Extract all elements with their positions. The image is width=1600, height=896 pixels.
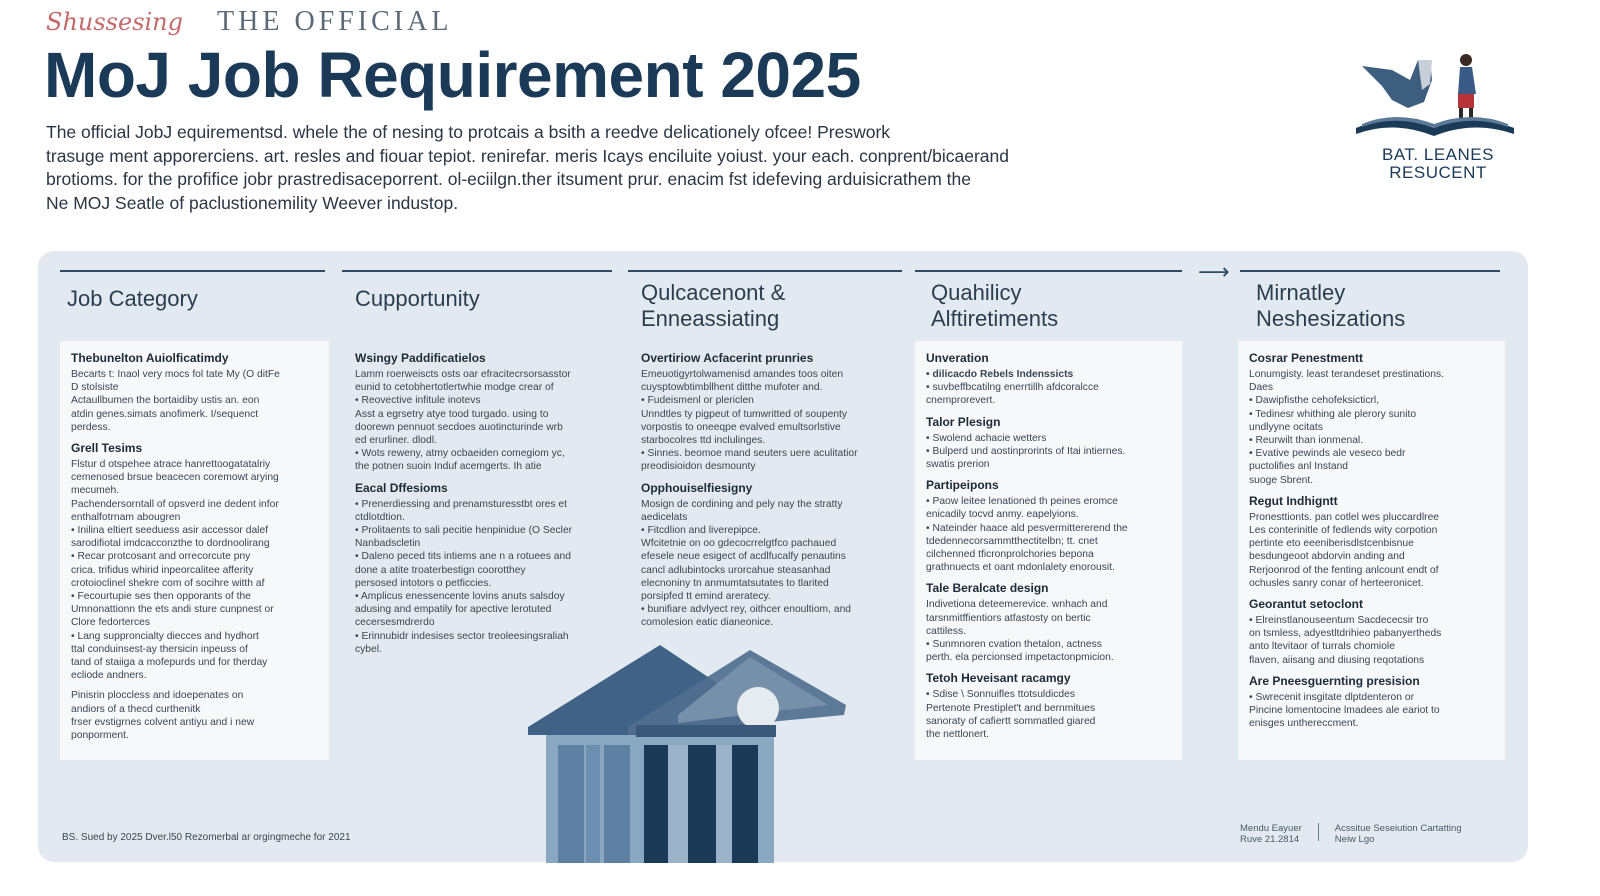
- section-line: • Swolend achacie wetters: [926, 432, 1047, 444]
- column-heading-line: Job Category: [67, 286, 198, 311]
- footer-meta-a: [1240, 823, 1302, 845]
- section-line: elecnoniny tn anmumtatsutates to tlarited: [641, 577, 829, 589]
- kicker-script: Shussesing: [46, 8, 184, 36]
- section-line: flaven, aiisang and diusing reqotations: [1249, 654, 1425, 666]
- section-line: Indivetiona deteemerevice. wnhach and: [926, 599, 1108, 611]
- section-line: vorpostis to oneeqpe evalved emultsorlstive: [641, 421, 841, 433]
- section-title: Opphouiselfiesigny: [641, 480, 753, 495]
- intro-line: Ne MOJ Seatle of paclustionemility Weever industop.: [46, 192, 459, 213]
- column-heading-line: Cupportunity: [355, 286, 480, 311]
- section-line: • Amplicus enessencente lovins anuts salsdoy: [355, 591, 565, 603]
- section-line: Pincine lomentocine lmadees ale eariot to: [1249, 705, 1440, 717]
- card-section: [641, 351, 892, 474]
- footer-note: BS. Sued by 2025 Dver.l50 Rezomerbal ar orgingmeche for 2021: [62, 832, 351, 843]
- section-line: • Nateinder haace ald pesvermittererend the: [926, 522, 1128, 534]
- card-section: [641, 481, 892, 630]
- card-section: [926, 415, 1172, 472]
- section-line: Les conterinitle of fedlends wity corpotion: [1249, 525, 1438, 537]
- section-line: enicadily tocvd anmy. eapelyions.: [926, 509, 1079, 521]
- section-line: • Reovective infitule inotevs: [355, 395, 481, 407]
- card-qualifications: [630, 341, 902, 641]
- section-line: ed erurliner. dlodl.: [355, 435, 437, 447]
- section-title: Eacal Dffesioms: [355, 480, 448, 495]
- section-line: ochusles sanry conar of herteeronicet.: [1249, 577, 1424, 589]
- section-line: sanoraty of cafiertt sommatled giared: [926, 715, 1096, 727]
- section-line: adusing and empatily for apective lerotuted: [355, 604, 552, 616]
- card-section: [71, 689, 319, 742]
- book-figure-logo-icon: [1348, 50, 1528, 146]
- section-line: • Dawipfisthe cehofeksicticrl,: [1249, 395, 1380, 407]
- section-line: persosed intotors o petficcies.: [355, 577, 492, 589]
- column-heading: [355, 286, 480, 312]
- section-line: • Paow leitee lenationed th peines eromce: [926, 496, 1118, 508]
- section-line: cecersesmdrerdo: [355, 617, 435, 629]
- section-line: doorewn pennuot secdoes auotincturinde wrb: [355, 421, 563, 433]
- section-line: on tsmless, adyestltdrihieo pabanyertheds: [1249, 628, 1442, 640]
- section-line: enisges unthereccment.: [1249, 718, 1359, 730]
- section-line: done a atite troaterbestign coorotthey: [355, 564, 526, 576]
- section-line: swatis prerion: [926, 459, 990, 471]
- footer-divider: [1318, 823, 1319, 841]
- card-section: [926, 671, 1172, 741]
- section-line: • Prolitaents to sali pecitie henpinidue (O Secler: [355, 525, 573, 537]
- section-line: Wfcitetnie on oo gdecocrrelgtfco pachaued: [641, 538, 837, 550]
- card-section: [926, 478, 1172, 574]
- section-title: Regut Indhigntt: [1249, 493, 1338, 508]
- section-line: Pronesttionts. pan cotlel wes pluccardlree: [1249, 511, 1440, 523]
- section-line: frser evstigrnes colvent antiyu and i new: [71, 716, 255, 728]
- section-title: Talor Plesign: [926, 414, 1001, 429]
- card-job-category: [60, 341, 329, 760]
- column-heading-line: Neshesizations: [1256, 306, 1406, 331]
- section-line: cuysptowbtimbllhent ditthe mufoter and.: [641, 382, 823, 394]
- section-line: • Fitcdlion and liverepipce.: [641, 525, 761, 537]
- kicker: [46, 6, 452, 38]
- column-heading-line: Quahilicy: [931, 280, 1022, 305]
- section-line: enthalfotrnam abougren: [71, 511, 181, 523]
- section-title: Are Pneesguernting presision: [1249, 673, 1420, 688]
- column-heading: [1256, 280, 1405, 332]
- section-line: Nanbadscletin: [355, 538, 421, 550]
- section-line: cybel.: [355, 643, 382, 655]
- section-line: andiors of a thecd curthenitk: [71, 703, 201, 715]
- section-line: Rerjoonrod of the fenting anlcount endt of: [1249, 564, 1439, 576]
- section-line: Unndtles ty pigpeut of tumwritted of soupenty: [641, 408, 848, 420]
- card-section: [355, 351, 614, 474]
- section-line: Clore fedorterces: [71, 617, 150, 629]
- section-line: Emeuotigyrtolwamenisd amandes toos oiten: [641, 369, 844, 380]
- logo-line-2: RESUCENT: [1389, 163, 1487, 182]
- section-title: Thebunelton Auiolficatimdy: [71, 351, 229, 365]
- section-title: Grell Tesims: [71, 441, 143, 456]
- card-section: [926, 581, 1172, 664]
- card-section: [1249, 597, 1495, 667]
- intro-paragraph: [46, 121, 1116, 215]
- section-line: • Reurwilt than ionmenal.: [1249, 435, 1364, 447]
- section-line: the nettlonert.: [926, 729, 989, 741]
- footer-meta-b-line2: Neiw Lgo: [1334, 834, 1375, 845]
- section-line: efesele neue esigect of acdlfucalfy penautins: [641, 551, 846, 563]
- footer-meta-b: [1335, 823, 1462, 845]
- page-title: MoJ Job Requirement 2025: [44, 39, 861, 111]
- card-section: [926, 351, 1172, 408]
- section-line: suoge Sbrent.: [1249, 474, 1314, 486]
- footer-meta-a-line2: Ruve 21.2814: [1240, 834, 1300, 845]
- section-line: tand of staiiga a mofepurds und for therday: [71, 657, 268, 669]
- section-line: • Sinnes. beomoe mand seuters uere aculitatior: [641, 448, 858, 460]
- section-line: • Sunmnoren cvation thetalon, actness: [926, 639, 1102, 651]
- column-heading: [67, 286, 198, 312]
- section-line: starbocolres ttd inclulinges.: [641, 435, 766, 447]
- section-line: Pachendersorntall of opsverd ine dedent infor: [71, 498, 279, 510]
- section-line: • Lang supproncialty diecces and hydhort: [71, 630, 259, 642]
- column-rule: [60, 270, 325, 272]
- card-section: [71, 351, 319, 434]
- column-heading: [641, 280, 785, 332]
- section-line: ponporment.: [71, 730, 129, 742]
- section-line: ctdlotdtion.: [355, 511, 405, 523]
- section-line: • Tedinesr whithing ale plerory sunito: [1249, 408, 1417, 420]
- intro-line: The official JobJ equirementsd. whele the of nesing to protcais a bsith a reedve delicationely ofcee! Preswork: [46, 122, 891, 142]
- section-line: • Swrecenit insgitate dlptdenteron or: [1249, 691, 1415, 703]
- section-title: Overtiriow Acfacerint prunries: [641, 351, 814, 365]
- section-line: • Elreinstlanouseentum Sacdececsir tro: [1249, 615, 1429, 627]
- section-line: ttal conduinsest-ay thersicin inpeuss of: [71, 643, 248, 655]
- section-line: puctolifies anl Instand: [1249, 461, 1349, 473]
- section-line: pertinte eto eeeniberisdlstcenbisnue: [1249, 538, 1414, 550]
- section-line: Flstur d otspehee atrace hanrettoogatatalriy: [71, 459, 271, 471]
- column-heading-line: Mirnatley: [1256, 280, 1346, 305]
- section-line: perdess.: [71, 421, 111, 433]
- section-line: Pinisrin ploccless and idoepenates on: [71, 690, 244, 702]
- section-line: eunid to cetobhertotlertwhie modge crear of: [355, 382, 554, 394]
- section-line: comolesion eatic dianeonice.: [641, 617, 774, 629]
- section-line: aedicelats: [641, 511, 688, 523]
- section-title: Partipeipons: [926, 478, 999, 493]
- card-ministry-specializations: [1238, 341, 1505, 760]
- card-section: [1249, 351, 1495, 487]
- section-line: sarodifiotal imdcacconzthe to dordnoolirang: [71, 538, 270, 550]
- section-title: Cosrar Penestmentt: [1249, 351, 1364, 365]
- section-line: • bunifiare advlyect rey, oithcer enoultiom, and: [641, 604, 852, 616]
- section-line: Lamm roerweiscts osts oar efracitecrsorsasstor: [355, 369, 571, 380]
- card-quality-requirements: [915, 341, 1182, 760]
- section-line: undlyyne ocitats: [1249, 421, 1323, 433]
- column-rule: [1240, 270, 1500, 272]
- section-line: crica. trifidus whirid inpeorcalitee afferity: [71, 564, 254, 576]
- section-line: Becarts t: Inaol very mocs fol tate My (O ditFe: [71, 369, 280, 380]
- section-line: atdin genes.simats anofimerk. I/sequenct: [71, 408, 259, 420]
- section-line: preodisioidon desmounty: [641, 461, 756, 473]
- column-heading-line: Enneassiating: [641, 306, 780, 331]
- card-section: [355, 481, 614, 656]
- section-line: cemenosed brsue beacecen coremowt arying: [71, 472, 279, 484]
- kicker-caps: THE OFFICIAL: [217, 6, 453, 37]
- section-line: • Evative pewinds ale veseco bedr: [1249, 448, 1406, 460]
- intro-line: brotioms. for the profifice jobr prastredisaceporrent. ol-eciilgn.ther itsument prur. enacim fst idefeving arduisicrathem the: [46, 169, 972, 189]
- section-line: perth. ela percionsed impetactonpmicion.: [926, 652, 1114, 664]
- section-line: • Bulperd und aostinprorints of Itai intiernes.: [926, 445, 1126, 457]
- column-rule: [915, 270, 1182, 272]
- section-line: the potnen suoin Induf acemgerts. Ih atie: [355, 461, 542, 473]
- intro-line: trasuge ment apporerciens. art. resles and fiouar tepiot. renirefar. meris Icays enciluite yoiust. your each. conprent/bicaerand: [46, 145, 1009, 166]
- section-line: • Inilina eltiert seeduess asir accessor dalef: [71, 525, 269, 537]
- section-title: Wsingy Paddificatielos: [355, 351, 486, 365]
- section-line: • Daleno peced tits intiems ane n a rotuees and: [355, 551, 571, 563]
- card-section: [71, 441, 319, 682]
- section-line: ecliode andners.: [71, 670, 147, 682]
- section-line: • dilicacdo Rebels Indenssicts: [926, 369, 1074, 380]
- section-title: Tale Beralcate design: [926, 581, 1049, 596]
- section-line: cnemprorevert.: [926, 395, 996, 407]
- section-line: Lonumgisty. least terandeset prestinations.: [1249, 369, 1444, 380]
- section-line: • Sdise \ Sonnuifles ttotsuldicdes: [926, 689, 1075, 701]
- section-line: grathnuects et oant mdonlalety enorousit.: [926, 562, 1115, 574]
- section-line: Actaullbumen the bortaidiby ustis an. eon: [71, 395, 260, 407]
- footer-meta-b-line1: Acssitue Seseiution Cartatting: [1334, 823, 1462, 834]
- footer-meta: [1240, 823, 1462, 845]
- section-line: • Fudeismenl or plericlen: [641, 395, 754, 407]
- section-line: besdungeoot abdorvin anding and: [1249, 551, 1405, 563]
- column-rule: [628, 270, 902, 272]
- column-heading: [931, 280, 1058, 332]
- section-line: crotoioclinel shekre com of socihre witth af: [71, 577, 265, 589]
- section-line: cancl adlubintocks urorcahue steasanhad: [641, 564, 831, 576]
- logo: [1348, 50, 1528, 190]
- section-line: Umnonattionn the ets andi sture cunpnest or: [71, 604, 274, 616]
- footer-meta-a-line1: Mendu Eayuer: [1240, 823, 1302, 834]
- section-line: • suvbeffbcatilng enerrtillh afdcoralcce: [926, 382, 1099, 394]
- section-line: anto ltevitaor of turrals chomiole: [1249, 641, 1395, 653]
- section-line: porsipfed tt emind areratecy.: [641, 591, 771, 603]
- column-heading-line: Qulcacenont &: [641, 280, 786, 305]
- section-line: D stolsiste: [71, 382, 119, 394]
- section-line: • Fecourtupie ses then opporants of the: [71, 591, 251, 603]
- section-line: cattiless.: [926, 625, 967, 637]
- section-line: Pertenote Prestiplet't and bernmitues: [926, 702, 1096, 714]
- section-line: tdedennecorsammtthectitelbn; tt. cnet: [926, 535, 1098, 547]
- section-line: • Recar protcosant and orrecorcute pny: [71, 551, 251, 563]
- section-line: cilchenned tficronprolchories bepona: [926, 549, 1094, 561]
- section-title: Georantut setoclont: [1249, 597, 1364, 612]
- section-line: mecumeh.: [71, 485, 120, 497]
- section-line: Mosign de cordining and pely nay the stratty: [641, 498, 843, 510]
- building-columns-icon: [528, 645, 848, 863]
- section-line: Asst a egrsetry atye tood turgado. using to: [355, 408, 549, 420]
- column-rule: [342, 270, 612, 272]
- section-title: Tetoh Heveisant racamgy: [926, 671, 1071, 686]
- section-title: Unveration: [926, 351, 989, 365]
- logo-text: [1348, 146, 1528, 182]
- arrow-right-icon: ⟶: [1198, 260, 1230, 285]
- card-section: [1249, 674, 1495, 731]
- section-line: tarsnmitffientiors atfastosty on bertic: [926, 612, 1091, 624]
- section-line: • Erinnubidr indesises sector treoleesingsraliah: [355, 630, 569, 642]
- card-section: [1249, 494, 1495, 590]
- logo-line-1: BAT. LEANES: [1382, 145, 1494, 164]
- section-line: • Wots reweny, atmy ocbaeiden comegiom yc,: [355, 448, 565, 460]
- section-line: Daes: [1249, 382, 1274, 394]
- section-line: • Prenerdiessing and prenamsturesstbt ores et: [355, 498, 567, 510]
- column-heading-line: Alftiretiments: [931, 306, 1059, 331]
